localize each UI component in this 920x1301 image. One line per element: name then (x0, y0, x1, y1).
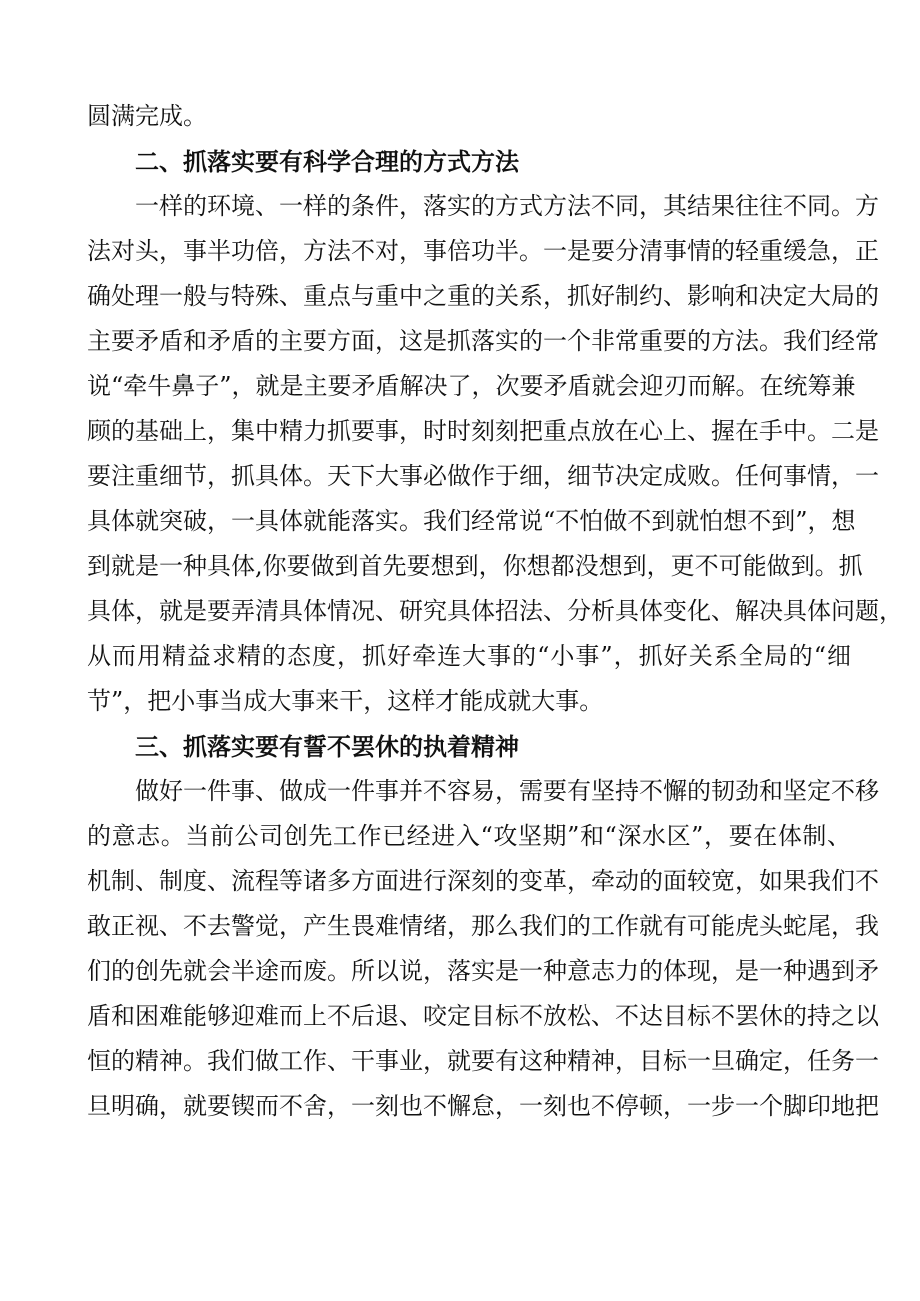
paragraph-methods (87, 184, 903, 724)
text-line: 到就是一种具体,你要做到首先要想到，你想都没想到，更不可能做到。抓 (87, 552, 863, 580)
heading-text: 三、抓落实要有誓不罢休的执着精神 (135, 732, 519, 761)
text-line: 主要矛盾和矛盾的主要方面，这是抓落实的一个非常重要的方法。我们经常 (87, 327, 879, 355)
text-line: 一样的环境、一样的条件，落实的方式方法不同，其结果往往不同。方 (135, 192, 879, 220)
text-line: 具体就突破，一具体就能落实。我们经常说“不怕做不到就怕想不到”，想 (87, 507, 856, 535)
text-line: 顾的基础上，集中精力抓要事，时时刻刻把重点放在心上、握在手中。二是 (87, 417, 879, 445)
text-line: 恒的精神。我们做工作、干事业，就要有这种精神，目标一旦确定，任务一 (87, 1047, 879, 1075)
text-line: 做好一件事、做成一件事并不容易，需要有坚持不懈的韧劲和坚定不移 (135, 777, 879, 805)
text-line: 的意志。当前公司创先工作已经进入“攻坚期”和“深水区”，要在体制、 (87, 822, 851, 850)
text-line: 法对头，事半功倍，方法不对，事倍功半。一是要分清事情的轻重缓急，正 (87, 237, 879, 265)
paragraph-persistence (87, 769, 879, 1129)
text-line: 确处理一般与特殊、重点与重中之重的关系，抓好制约、影响和决定大局的 (87, 282, 879, 310)
text-line: 从而用精益求精的态度，抓好牵连大事的“小事”，抓好关系全局的“细 (87, 642, 851, 670)
text-line: 要注重细节，抓具体。天下大事必做作于细，细节决定成败。任何事情，一 (87, 462, 879, 490)
section-heading-2 (87, 139, 851, 184)
document-body (87, 94, 903, 1129)
text-line: 机制、制度、流程等诸多方面进行深刻的变革，牵动的面较宽，如果我们不 (87, 867, 879, 895)
text-line: 具体，就是要弄清具体情况、研究具体招法、分析具体变化、解决具体问题， (87, 597, 903, 625)
text-line: 说“牵牛鼻子”，就是主要矛盾解决了，次要矛盾就会迎刃而解。在统筹兼 (87, 372, 856, 400)
text-line: 旦明确，就要锲而不舍，一刻也不懈怠，一刻也不停顿，一步一个脚印地把 (87, 1092, 879, 1120)
text-line: 敢正视、不去警觉，产生畏难情绪，那么我们的工作就有可能虎头蛇尾，我 (87, 912, 879, 940)
heading-text: 二、抓落实要有科学合理的方式方法 (135, 147, 519, 176)
paragraph-continuation (87, 94, 851, 139)
text-line: 圆满完成。 (87, 102, 207, 130)
section-heading-3 (87, 724, 851, 769)
text-line: 盾和困难能够迎难而上不后退、咬定目标不放松、不达目标不罢休的持之以 (87, 1002, 879, 1030)
text-line: 节”，把小事当成大事来干，这样才能成就大事。 (87, 687, 604, 715)
text-line: 们的创先就会半途而废。所以说，落实是一种意志力的体现，是一种遇到矛 (87, 957, 879, 985)
